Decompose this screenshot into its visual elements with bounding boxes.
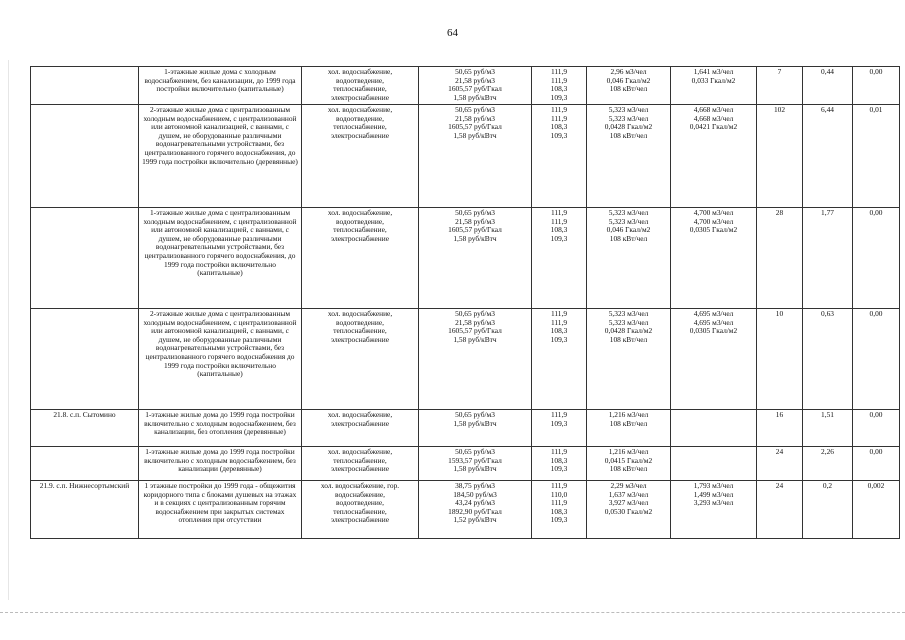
services-cell-line: теплоснабжение, — [333, 225, 387, 235]
settlement-cell — [31, 67, 139, 105]
norms2-cell — [671, 67, 757, 105]
norms-cell-line: 5,323 м3/чел — [608, 309, 649, 318]
tariffs-cell-line: 1,58 руб/кВтч — [453, 92, 497, 102]
housing-type-cell: 2-этажные жилые дома с централизованным холодным водоснабжением, с централизованной или автономной канализацией, с ваннами, с душем, не оборудованные различными водонагревательными устройствами, без централизованного горячего водоснабжения до 1999 года постройки включительно (капитальные) — [139, 309, 302, 410]
tariffs-cell-line: 50,65 руб/м3 — [455, 208, 495, 217]
page-number: 64 — [447, 27, 458, 39]
indices-cell-line: 109,3 — [550, 233, 568, 243]
indices-cell-line: 111,9 — [550, 309, 568, 318]
services-cell — [302, 105, 419, 208]
indices-cell-line: 109,3 — [550, 418, 568, 428]
indices-cell-line: 108,3 — [550, 326, 568, 336]
norms2-cell — [671, 481, 757, 539]
table-body — [31, 67, 900, 539]
indices-cell — [532, 105, 587, 208]
value1-cell: 102 — [757, 105, 803, 208]
norms-cell-line: 3,927 м3/чел — [608, 498, 649, 508]
settlement-cell — [31, 105, 139, 208]
tariffs-cell-line: 1892,90 руб/Гкал — [448, 506, 502, 516]
housing-type-cell: 1-этажные жилые дома с холодным водоснабжением, без канализации, до 1999 года постройки включительно (капитальные) — [139, 67, 302, 105]
norms2-cell-line: 1,793 м3/чел — [693, 481, 734, 490]
scan-bottom-edge — [0, 612, 905, 614]
indices-cell-line: 111,9 — [550, 481, 568, 490]
norms-cell-line: 0,0428 Гкал/м2 — [604, 122, 653, 132]
settlement-cell — [31, 309, 139, 410]
norms2-cell — [671, 447, 757, 481]
tariffs-cell-line: 1,58 руб/кВтч — [453, 464, 497, 474]
indices-cell — [532, 309, 587, 410]
indices-cell-line: 111,9 — [550, 75, 568, 85]
tariffs-cell — [419, 309, 532, 410]
norms-cell-line: 1,216 м3/чел — [608, 447, 649, 456]
indices-cell-line: 111,9 — [550, 105, 568, 114]
value3-cell: 0,002 — [853, 481, 900, 539]
services-cell-line: теплоснабжение, — [333, 506, 387, 516]
indices-cell-line: 109,3 — [550, 130, 568, 140]
value1-cell: 24 — [757, 481, 803, 539]
norms-cell-line: 108 кВт/чел — [609, 464, 648, 474]
services-cell-line: водоотведение, — [336, 216, 384, 226]
value1-cell: 7 — [757, 67, 803, 105]
services-cell-line: электроснабжение — [331, 92, 389, 102]
services-cell — [302, 447, 419, 481]
value2-cell: 2,26 — [803, 447, 853, 481]
value3-cell: 0,00 — [853, 67, 900, 105]
indices-cell-line: 111,9 — [550, 208, 568, 217]
value3-cell: 0,00 — [853, 208, 900, 309]
norms2-cell — [671, 309, 757, 410]
tariffs-cell-line: 50,65 руб/м3 — [455, 309, 495, 318]
norms-cell-line: 5,323 м3/чел — [608, 317, 649, 327]
norms-cell-line: 0,0530 Гкал/м2 — [604, 506, 653, 516]
services-cell-line: электроснабжение — [331, 464, 389, 474]
indices-cell — [532, 208, 587, 309]
indices-cell-line: 111,9 — [550, 67, 568, 76]
services-cell-line: водоснабжение, — [335, 489, 385, 499]
services-cell-line: теплоснабжение, — [333, 326, 387, 336]
tariffs-cell-line: 21,58 руб/м3 — [455, 317, 495, 327]
services-cell-line: водоотведение, — [336, 498, 384, 508]
settlement-cell: 21.8. с.п. Сытомино — [31, 410, 139, 447]
table-row — [31, 447, 900, 481]
indices-cell-line: 111,9 — [550, 113, 568, 123]
housing-type-cell: 1-этажные жилые дома до 1999 года постройки включительно с холодным водоснабжением, без канализации, без отопления (деревянные) — [139, 410, 302, 447]
indices-cell-line: 111,9 — [550, 216, 568, 226]
value2-cell: 0,44 — [803, 67, 853, 105]
tariffs-cell-line: 1605,57 руб/Гкал — [448, 84, 502, 94]
services-cell — [302, 208, 419, 309]
norms-cell-line: 108 кВт/чел — [609, 418, 648, 428]
indices-cell-line: 109,3 — [550, 515, 568, 525]
indices-cell-line: 109,3 — [550, 334, 568, 344]
table-row — [31, 410, 900, 447]
norms2-cell-line: 1,499 м3/чел — [693, 489, 734, 499]
indices-cell-line: 111,9 — [550, 447, 568, 456]
tariffs-cell — [419, 208, 532, 309]
table-row — [31, 481, 900, 539]
norms2-cell-line: 0,033 Гкал/м2 — [691, 75, 736, 85]
housing-type-cell: 1 этажные постройки до 1999 года - общежития коридорного типа с блоками душевых на этажах и в секциях с централизованным горячим водоснабжением при закрытых системах отопления при отсутствии — [139, 481, 302, 539]
services-cell-line: хол. водоснабжение, — [327, 447, 393, 456]
housing-type-cell: 1-этажные жилые дома до 1999 года постройки включительно с холодным водоснабжением, без канализации (деревянные) — [139, 447, 302, 481]
norms2-cell-line: 4,700 м3/чел — [693, 208, 734, 217]
indices-cell-line: 111,9 — [550, 410, 568, 419]
norms2-cell-line: 4,700 м3/чел — [693, 216, 734, 226]
tariffs-cell — [419, 410, 532, 447]
indices-cell — [532, 410, 587, 447]
value2-cell: 1,51 — [803, 410, 853, 447]
tariffs-cell-line: 1593,57 руб/Гкал — [448, 455, 502, 465]
tariffs-cell — [419, 105, 532, 208]
norms2-cell — [671, 105, 757, 208]
norms2-cell-line: 0,0421 Гкал/м2 — [689, 122, 738, 132]
tariffs-cell-line: 21,58 руб/м3 — [455, 113, 495, 123]
tariffs-cell-line: 1,58 руб/кВтч — [453, 130, 497, 140]
norms-cell-line: 2,29 м3/чел — [610, 481, 647, 490]
norms-cell-line: 0,046 Гкал/м2 — [606, 225, 651, 235]
value2-cell: 1,77 — [803, 208, 853, 309]
indices-cell-line: 111,9 — [550, 317, 568, 327]
indices-cell-line: 111,9 — [550, 498, 568, 508]
services-cell-line: теплоснабжение, — [333, 84, 387, 94]
tariffs-cell-line: 50,65 руб/м3 — [455, 67, 495, 76]
tariffs-cell-line: 50,65 руб/м3 — [455, 105, 495, 114]
indices-cell-line: 108,3 — [550, 84, 568, 94]
value1-cell: 10 — [757, 309, 803, 410]
tariffs-cell-line: 50,65 руб/м3 — [455, 447, 495, 456]
services-cell-line: электроснабжение — [331, 233, 389, 243]
norms2-cell-line: 4,695 м3/чел — [693, 317, 734, 327]
indices-cell-line: 108,3 — [550, 225, 568, 235]
tariffs-cell-line: 50,65 руб/м3 — [455, 410, 495, 419]
norms-cell-line: 108 кВт/чел — [609, 334, 648, 344]
services-cell-line: хол. водоснабжение, гор. — [320, 481, 400, 490]
services-cell-line: электроснабжение — [331, 418, 389, 428]
tariff-table — [30, 66, 900, 539]
housing-type-cell: 1-этажные жилые дома с централизованным холодным водоснабжением, с централизованной или автономной канализацией, с ваннами, с душем, не оборудованные различными водонагревательными устройствами, без централизованного горячего водоснабжения, до 1999 года постройки включительно (капитальные) — [139, 208, 302, 309]
norms-cell-line: 5,323 м3/чел — [608, 105, 649, 114]
norms-cell — [587, 309, 671, 410]
tariffs-cell-line: 1,58 руб/кВтч — [453, 233, 497, 243]
services-cell-line: хол. водоснабжение, — [327, 208, 393, 217]
tariffs-cell-line: 21,58 руб/м3 — [455, 216, 495, 226]
tariffs-cell — [419, 481, 532, 539]
norms-cell — [587, 481, 671, 539]
norms-cell-line: 108 кВт/чел — [609, 130, 648, 140]
norms-cell-line: 5,323 м3/чел — [608, 208, 649, 217]
scan-edge-shadow — [8, 60, 9, 600]
norms-cell — [587, 105, 671, 208]
norms-cell-line: 0,0428 Гкал/м2 — [604, 326, 653, 336]
tariffs-cell-line: 1,58 руб/кВтч — [453, 418, 497, 428]
indices-cell — [532, 67, 587, 105]
settlement-cell: 21.9. с.п. Нижнесортымский — [31, 481, 139, 539]
tariffs-cell — [419, 447, 532, 481]
value1-cell: 28 — [757, 208, 803, 309]
indices-cell-line: 109,3 — [550, 92, 568, 102]
table-row — [31, 67, 900, 105]
indices-cell-line: 109,3 — [550, 464, 568, 474]
norms2-cell — [671, 410, 757, 447]
services-cell-line: электроснабжение — [331, 130, 389, 140]
tariffs-cell-line: 21,58 руб/м3 — [455, 75, 495, 85]
norms-cell-line: 108 кВт/чел — [609, 233, 648, 243]
services-cell — [302, 481, 419, 539]
value3-cell: 0,00 — [853, 447, 900, 481]
services-cell-line: электроснабжение — [331, 515, 389, 525]
settlement-cell — [31, 447, 139, 481]
norms2-cell-line: 4,668 м3/чел — [693, 105, 734, 114]
tariffs-cell-line: 184,50 руб/м3 — [453, 489, 497, 499]
norms2-cell-line: 0,0305 Гкал/м2 — [689, 225, 738, 235]
services-cell-line: электроснабжение — [331, 334, 389, 344]
table-row — [31, 208, 900, 309]
norms2-cell-line: 0,0305 Гкал/м2 — [689, 326, 738, 336]
services-cell-line: водоотведение, — [336, 75, 384, 85]
value3-cell: 0,01 — [853, 105, 900, 208]
norms-cell — [587, 67, 671, 105]
norms-cell-line: 5,323 м3/чел — [608, 113, 649, 123]
services-cell — [302, 309, 419, 410]
tariffs-cell-line: 43,24 руб/м3 — [455, 498, 495, 508]
tariffs-cell-line: 1605,57 руб/Гкал — [448, 326, 502, 336]
services-cell-line: хол. водоснабжение, — [327, 410, 393, 419]
norms-cell-line: 0,0415 Гкал/м2 — [604, 455, 653, 465]
tariffs-cell-line: 1,52 руб/кВтч — [453, 515, 497, 525]
value3-cell: 0,00 — [853, 309, 900, 410]
value2-cell: 6,44 — [803, 105, 853, 208]
norms2-cell — [671, 208, 757, 309]
tariffs-cell-line: 1,58 руб/кВтч — [453, 334, 497, 344]
value3-cell: 0,00 — [853, 410, 900, 447]
norms-cell-line: 1,216 м3/чел — [608, 410, 649, 419]
indices-cell-line: 108,3 — [550, 506, 568, 516]
value2-cell: 0,2 — [803, 481, 853, 539]
housing-type-cell: 2-этажные жилые дома с централизованным холодным водоснабжением, с централизованной или автономной канализацией, с ваннами, с душем, не оборудованные различными водонагревательными устройствами, без централизованного горячего водоснабжения, до 1999 года постройки включительно (деревянные) — [139, 105, 302, 208]
norms-cell-line: 1,637 м3/чел — [608, 489, 649, 499]
norms-cell-line: 0,046 Гкал/м2 — [606, 75, 651, 85]
norms-cell-line: 2,96 м3/чел — [610, 67, 647, 76]
services-cell-line: хол. водоснабжение, — [327, 105, 393, 114]
norms2-cell-line: 4,695 м3/чел — [693, 309, 734, 318]
indices-cell-line: 108,3 — [550, 122, 568, 132]
norms2-cell-line: 3,293 м3/чел — [693, 498, 734, 508]
settlement-cell — [31, 208, 139, 309]
services-cell-line: хол. водоснабжение, — [327, 309, 393, 318]
norms-cell-line: 108 кВт/чел — [609, 84, 648, 94]
services-cell — [302, 67, 419, 105]
value2-cell: 0,63 — [803, 309, 853, 410]
norms-cell-line: 5,323 м3/чел — [608, 216, 649, 226]
table-row — [31, 105, 900, 208]
norms-cell — [587, 410, 671, 447]
table-row — [31, 309, 900, 410]
tariffs-cell — [419, 67, 532, 105]
services-cell — [302, 410, 419, 447]
services-cell-line: водоотведение, — [336, 317, 384, 327]
indices-cell — [532, 447, 587, 481]
tariffs-cell-line: 1605,57 руб/Гкал — [448, 122, 502, 132]
tariffs-cell-line: 1605,57 руб/Гкал — [448, 225, 502, 235]
tariffs-cell-line: 38,75 руб/м3 — [455, 481, 495, 490]
services-cell-line: хол. водоснабжение, — [327, 67, 393, 76]
indices-cell-line: 110,0 — [550, 489, 568, 499]
indices-cell — [532, 481, 587, 539]
services-cell-line: теплоснабжение, — [333, 122, 387, 132]
indices-cell-line: 108,3 — [550, 455, 568, 465]
norms-cell — [587, 447, 671, 481]
services-cell-line: теплоснабжение, — [333, 455, 387, 465]
norms2-cell-line: 1,641 м3/чел — [693, 67, 734, 76]
services-cell-line: водоотведение, — [336, 113, 384, 123]
norms2-cell-line: 4,668 м3/чел — [693, 113, 734, 123]
value1-cell: 16 — [757, 410, 803, 447]
norms-cell — [587, 208, 671, 309]
value1-cell: 24 — [757, 447, 803, 481]
